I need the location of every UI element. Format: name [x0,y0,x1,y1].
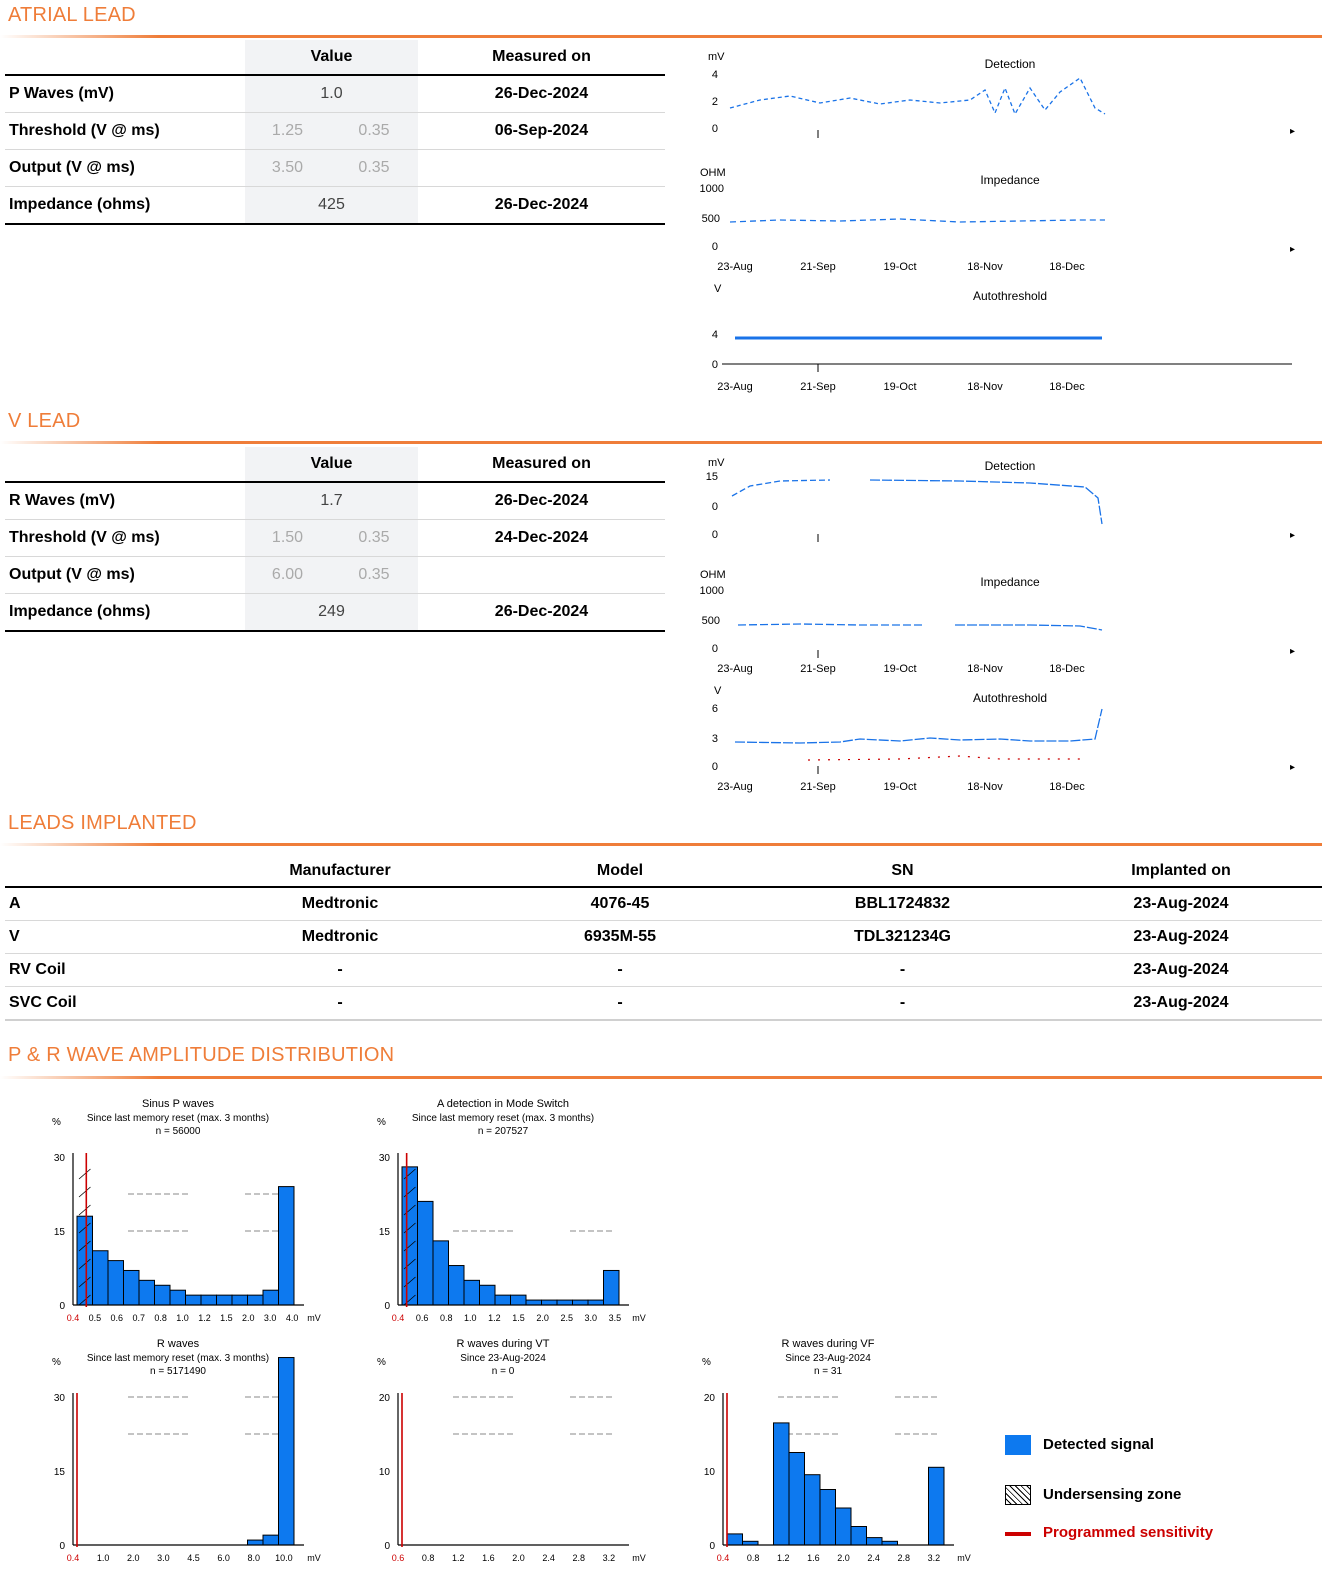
atrial-autothreshold-chart [712,283,1292,393]
row-date: 06-Sep-2024 [418,113,665,150]
implanted-date: 23-Aug-2024 [1040,887,1322,921]
x-tick-label: 4.0 [285,1313,299,1323]
x-tick-label: 0.4 [391,1313,405,1323]
y-tick-label: 10 [378,1467,390,1478]
y-tick: 0 [711,123,718,135]
x-tick-label: 1.2 [451,1553,465,1563]
histogram-bar [557,1300,573,1305]
y-unit-label: % [377,1357,386,1368]
x-label: 21-Sep [800,381,836,393]
row-value-volts: 6.00 [245,557,330,594]
x-tick-label: mV [307,1313,321,1323]
atrial-lead-rule [0,35,1322,38]
y-tick-label: 0 [384,1541,390,1552]
x-tick-label: 2.0 [837,1553,850,1563]
lead-name: A [5,887,205,921]
serial-number: - [765,954,1040,987]
histogram-bar [526,1300,542,1305]
row-date: 26-Dec-2024 [418,187,665,225]
chart-count: n = 5171490 [150,1366,206,1377]
y-tick: 0 [711,359,718,371]
row-label: R Waves (mV) [5,482,245,520]
model: - [475,987,765,1021]
y-tick-label: 15 [53,1227,65,1238]
y-tick: 500 [701,213,720,225]
histogram-bar [495,1295,511,1305]
leads-implanted-rule [0,843,1322,846]
y-tick: 1000 [700,585,724,597]
v-lead-title: V LEAD [8,410,81,432]
row-value: 249 [245,594,418,632]
row-label: Output (V @ ms) [5,557,245,594]
undersensing-hatch [79,1169,91,1179]
x-tick-label: 3.2 [927,1553,941,1563]
x-label: 19-Oct [883,663,917,675]
x-tick-label: 3.0 [584,1313,598,1323]
x-tick-label: 8.0 [247,1553,261,1563]
x-tick-label: mV [632,1313,646,1323]
x-tick-label: 2.8 [897,1553,911,1563]
x-tick-label: 0.7 [132,1313,145,1323]
y-tick-label: 0 [709,1541,715,1552]
histogram-bar [929,1467,945,1545]
chart-subtitle: Since last memory reset (max. 3 months) [86,1113,270,1124]
chart-subtitle: Since last memory reset (max. 3 months) [86,1353,270,1364]
histogram-bar [789,1453,805,1546]
distribution-title: P & R WAVE AMPLITUDE DISTRIBUTION [8,1044,395,1066]
row-date [418,557,665,594]
v-impedance-chart [700,569,1295,675]
x-tick-label: 4.5 [187,1553,200,1563]
y-tick: 6 [711,703,718,715]
x-tick-label: 1.6 [807,1553,820,1563]
histogram-bar [279,1358,295,1545]
histogram-bar [108,1261,124,1305]
histogram-bar [604,1270,620,1305]
x-label: 18-Nov [967,261,1003,273]
distribution-rule [0,1076,1322,1079]
y-unit: OHM [700,167,726,179]
row-date: 26-Dec-2024 [418,594,665,632]
chart-count: n = 207527 [477,1126,529,1137]
chart-title: Impedance [980,173,1040,187]
atrial-impedance-chart [700,167,1295,273]
chart-title: R waves [156,1338,200,1350]
x-tick-label: 1.6 [482,1553,495,1563]
histogram-bar [263,1535,279,1545]
arrow-icon: ▸ [1290,762,1296,773]
y-unit: mV [708,51,725,63]
detection-series [730,78,1105,114]
v-detection-chart [706,457,1295,542]
impedance-series [730,219,1105,222]
threshold-series [735,709,1102,743]
histogram-bar [279,1187,295,1305]
x-tick-label: 1.0 [96,1553,110,1563]
y-tick-label: 0 [59,1541,65,1552]
chart-title: Detection [984,459,1036,473]
serial-number: TDL321234G [765,921,1040,954]
row-value-volts: 1.50 [245,520,330,557]
legend-label: Programmed sensitivity [1043,1524,1214,1541]
histogram-bar [186,1295,202,1305]
chart-title: Impedance [980,575,1040,589]
chart-title: A detection in Mode Switch [436,1098,570,1110]
measured-on-header: Measured on [418,40,665,75]
x-tick-label: 3.0 [263,1313,277,1323]
table-row [5,887,1322,921]
x-tick-label: 0.6 [110,1313,124,1323]
col-header: Manufacturer [205,856,475,887]
leads-implanted-table [5,856,1322,1021]
histogram-sinus-p-waves [40,1095,330,1335]
table-row [5,482,665,520]
x-tick-label: 2.4 [867,1553,880,1563]
histogram-bar [851,1527,867,1546]
x-label: 18-Dec [1049,261,1085,273]
chart-count: n = 56000 [155,1126,201,1137]
histogram-bar [248,1540,264,1545]
atrial-trend-charts [700,48,1320,400]
histogram-bar [464,1280,480,1305]
y-tick-label: 0 [59,1301,65,1312]
chart-title: Sinus P waves [142,1098,214,1110]
x-tick-label: 0.8 [154,1313,167,1323]
y-unit-label: % [52,1357,61,1368]
histogram-bar [449,1266,465,1305]
manufacturer: Medtronic [205,921,475,954]
table-row [5,987,1322,1021]
histogram-bar [433,1241,449,1305]
sensitivity-swatch [1005,1532,1031,1536]
x-label: 21-Sep [800,261,836,273]
legend-label: Undersensing zone [1043,1486,1182,1503]
lead-name: RV Coil [5,954,205,987]
y-unit-label: % [377,1117,386,1128]
histogram-bar [232,1295,248,1305]
atrial-lead-table [5,40,665,225]
histogram-bar [542,1300,558,1305]
x-tick-label: 10.0 [275,1553,293,1563]
chart-count: n = 31 [813,1366,843,1377]
value-header: Value [245,40,418,75]
x-label: 19-Oct [883,261,917,273]
x-tick-label: 3.2 [602,1553,616,1563]
x-tick-label: 1.2 [198,1313,211,1323]
col-header: Implanted on [1040,856,1322,887]
v-lead-table [5,447,665,632]
histogram-bar [124,1270,140,1305]
table-row [5,150,665,187]
lead-name: SVC Coil [5,987,205,1021]
x-label: 18-Dec [1049,381,1085,393]
histogram-bar [836,1508,852,1545]
y-tick: 1000 [700,183,724,195]
x-tick-label: 2.0 [512,1553,525,1563]
x-tick-label: mV [957,1553,971,1563]
serial-number: BBL1724832 [765,887,1040,921]
programmed-output-series [808,756,1080,760]
table-row [5,954,1322,987]
y-tick: 0 [711,241,718,253]
x-tick-label: 1.2 [488,1313,501,1323]
x-tick-label: 0.6 [391,1553,405,1563]
row-date [418,150,665,187]
chart-title: Detection [984,57,1036,71]
model: 4076-45 [475,887,765,921]
x-label: 18-Nov [967,781,1003,793]
row-value-volts: 3.50 [245,150,330,187]
x-tick-label: 0.4 [66,1553,80,1563]
x-tick-label: 1.0 [176,1313,189,1323]
v-autothreshold-chart [712,685,1295,793]
impedance-series [955,625,1102,630]
y-tick: 0 [711,529,718,541]
y-tick-label: 30 [378,1153,390,1164]
row-label: Impedance (ohms) [5,187,245,225]
histogram-bar [93,1251,109,1305]
row-value-ms: 0.35 [330,150,418,187]
x-tick-label: 3.5 [608,1313,622,1323]
arrow-icon: ▸ [1290,244,1296,255]
y-tick-label: 30 [53,1393,65,1404]
histogram-bar [77,1216,93,1305]
x-tick-label: mV [632,1553,646,1563]
leads-implanted-title: LEADS IMPLANTED [8,812,197,834]
row-value-ms: 0.35 [330,557,418,594]
x-tick-label: 0.8 [746,1553,760,1563]
y-unit: OHM [700,569,726,581]
row-value: 1.7 [245,482,418,520]
x-label: 23-Aug [717,261,753,273]
x-tick-label: 1.2 [776,1553,790,1563]
y-unit: mV [708,457,725,469]
y-tick: 4 [711,69,718,81]
detection-series [732,480,830,496]
x-tick-label: 2.0 [126,1553,140,1563]
x-label: 21-Sep [800,663,836,675]
chart-title: R waves during VF [781,1338,875,1350]
y-tick-label: 15 [53,1467,65,1478]
histogram-bar [248,1295,264,1305]
atrial-detection-chart [708,51,1295,138]
x-tick-label: 0.8 [421,1553,435,1563]
row-date: 24-Dec-2024 [418,520,665,557]
x-label: 18-Nov [967,381,1003,393]
row-value-volts: 1.25 [245,113,330,150]
x-label: 21-Sep [800,781,836,793]
x-label: 19-Oct [883,381,917,393]
row-label: Threshold (V @ ms) [5,113,245,150]
col-header [5,856,205,887]
y-unit-label: % [52,1117,61,1128]
x-tick-label: 1.0 [464,1313,477,1323]
manufacturer: - [205,954,475,987]
x-label: 23-Aug [717,663,753,675]
x-label: 19-Oct [883,781,917,793]
histogram-bar [774,1423,790,1545]
value-header: Value [245,447,418,482]
chart-count: n = 0 [491,1366,515,1377]
histogram-r-waves-vt [365,1335,655,1580]
histogram-bar [511,1295,527,1305]
x-tick-label: 1.5 [512,1313,525,1323]
x-tick-label: 0.6 [415,1313,429,1323]
x-tick-label: 2.0 [242,1313,255,1323]
implanted-date: 23-Aug-2024 [1040,921,1322,954]
chart-title: R waves during VT [456,1338,550,1350]
histogram-r-waves [40,1335,330,1580]
manufacturer: - [205,987,475,1021]
histogram-bar [418,1201,434,1305]
chart-title: Autothreshold [972,289,1048,303]
atrial-lead-title: ATRIAL LEAD [8,4,136,26]
x-label: 18-Nov [967,663,1003,675]
row-value-ms: 0.35 [330,113,418,150]
serial-number: - [765,987,1040,1021]
y-tick-label: 0 [384,1301,390,1312]
histogram-bar [201,1295,217,1305]
histogram-bar [588,1300,604,1305]
y-tick-label: 20 [378,1393,390,1404]
col-header: SN [765,856,1040,887]
measured-on-header: Measured on [418,447,665,482]
x-tick-label: 3.0 [157,1553,170,1563]
histogram-bar [867,1538,883,1545]
x-tick-label: 0.8 [439,1313,453,1323]
y-unit: V [714,685,722,697]
x-tick-label: 2.0 [536,1313,549,1323]
legend-label: Detected signal [1043,1436,1154,1453]
histogram-bar [573,1300,589,1305]
y-tick-label: 10 [703,1467,715,1478]
x-label: 18-Dec [1049,781,1085,793]
table-row [5,113,665,150]
y-tick: 15 [705,471,718,483]
row-value: 1.0 [245,75,418,113]
y-tick: 0 [711,643,718,655]
y-tick: 500 [701,615,720,627]
histogram-bar [727,1534,743,1545]
histogram-bar [170,1290,186,1305]
x-tick-label: mV [307,1553,321,1563]
row-date: 26-Dec-2024 [418,482,665,520]
table-row [5,75,665,113]
hatch-swatch [1005,1485,1031,1505]
x-label: 23-Aug [717,781,753,793]
x-tick-label: 0.4 [66,1313,80,1323]
chart-subtitle: Since 23-Aug-2024 [785,1353,871,1364]
histogram-bar [480,1285,496,1305]
row-label: Output (V @ ms) [5,150,245,187]
v-lead-rule [0,441,1322,444]
x-label: 18-Dec [1049,663,1085,675]
row-value: 425 [245,187,418,225]
detected-swatch [1005,1435,1031,1455]
v-lead-trend-charts [700,454,1320,806]
chart-title: Autothreshold [972,691,1048,705]
histogram-a-detection-mode-switch [365,1095,655,1335]
implanted-date: 23-Aug-2024 [1040,987,1322,1021]
arrow-icon: ▸ [1290,126,1296,137]
x-tick-label: 6.0 [217,1553,230,1563]
x-tick-label: 2.4 [542,1553,555,1563]
y-tick: 0 [711,761,718,773]
y-tick: 4 [711,329,718,341]
table-row [5,187,665,225]
detection-series [870,480,1102,524]
histogram-r-waves-vf [690,1335,980,1580]
col-header: Model [475,856,765,887]
row-value-ms: 0.35 [330,520,418,557]
undersensing-hatch [79,1187,91,1197]
table-row [5,921,1322,954]
y-unit: V [714,283,722,295]
impedance-series [738,624,925,625]
chart-subtitle: Since last memory reset (max. 3 months) [411,1113,595,1124]
x-tick-label: 0.5 [88,1313,102,1323]
undersensing-hatch [79,1205,91,1215]
chart-subtitle: Since 23-Aug-2024 [460,1353,546,1364]
x-tick-label: 2.8 [572,1553,586,1563]
lead-name: V [5,921,205,954]
x-tick-label: 2.5 [560,1313,573,1323]
implanted-date: 23-Aug-2024 [1040,954,1322,987]
histogram-bar [263,1290,279,1305]
arrow-icon: ▸ [1290,646,1296,657]
x-label: 23-Aug [717,381,753,393]
y-tick: 3 [711,733,718,745]
row-date: 26-Dec-2024 [418,75,665,113]
table-row [5,520,665,557]
histogram-bar [217,1295,233,1305]
model: - [475,954,765,987]
y-tick-label: 30 [53,1153,65,1164]
y-tick-label: 15 [378,1227,390,1238]
histogram-bar [155,1285,171,1305]
y-tick: 2 [711,96,718,108]
model: 6935M-55 [475,921,765,954]
histogram-bar [139,1280,155,1305]
arrow-icon: ▸ [1290,530,1296,541]
x-tick-label: 1.5 [220,1313,233,1323]
row-label: P Waves (mV) [5,75,245,113]
y-tick: 0 [711,501,718,513]
table-row [5,557,665,594]
histogram-bar [805,1475,821,1545]
table-row [5,594,665,632]
row-label: Threshold (V @ ms) [5,520,245,557]
x-tick-label: 0.4 [716,1553,730,1563]
histogram-bar [820,1490,836,1546]
manufacturer: Medtronic [205,887,475,921]
y-tick-label: 20 [703,1393,715,1404]
y-unit-label: % [702,1357,711,1368]
row-label: Impedance (ohms) [5,594,245,632]
